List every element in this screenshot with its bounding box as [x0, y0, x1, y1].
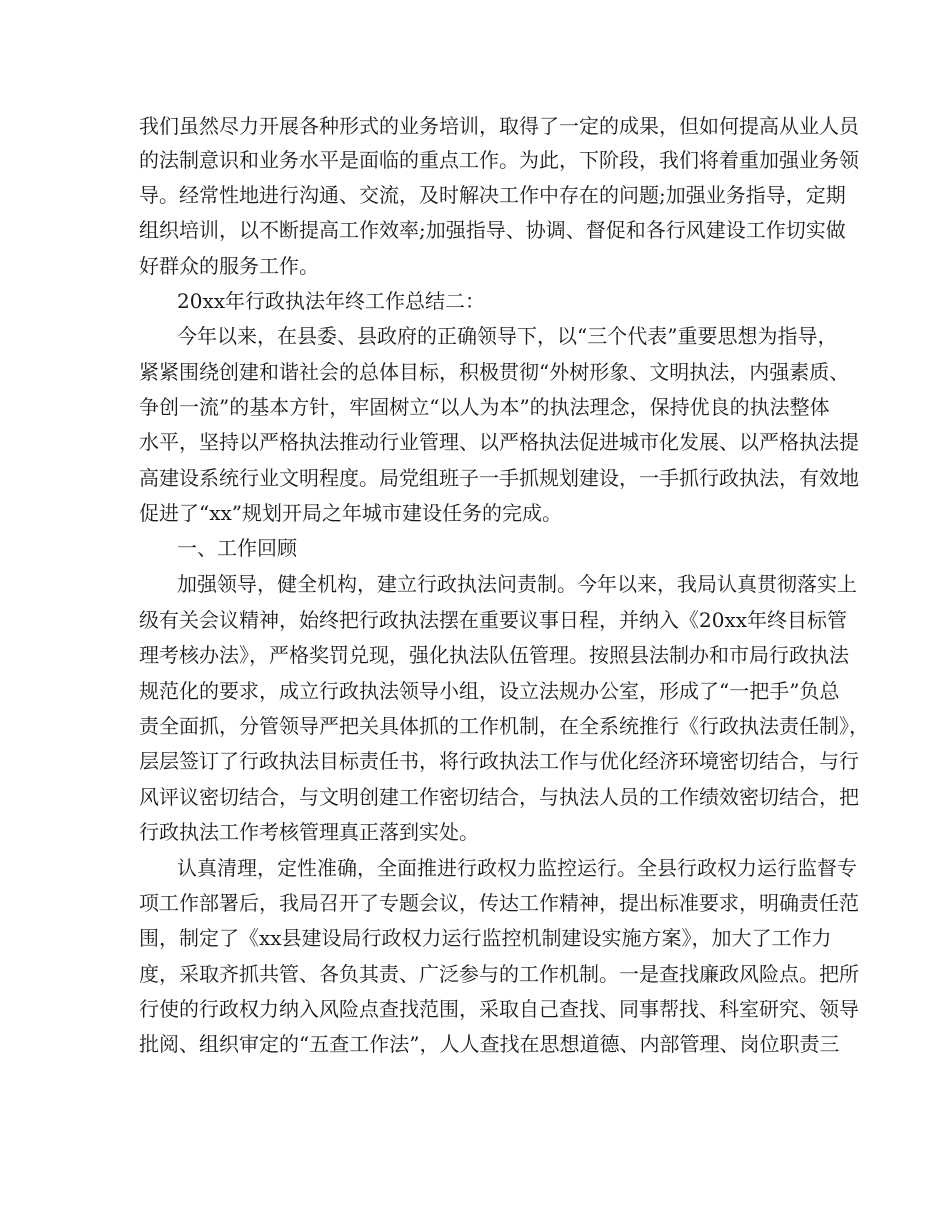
text-line: 度，采取齐抓共管、各负其责、广泛参与的工作机制。一是查找廉政风险点。把所	[139, 962, 859, 986]
text-line: 级有关会议精神，始终把行政执法摆在重要议事日程，并纳入《20xx年终目标管	[139, 608, 848, 632]
text-line: 风评议密切结合，与文明创建工作密切结合，与执法人员的工作绩效密切结合，把	[139, 785, 859, 809]
text-line: 层层签订了行政执法目标责任书，将行政执法工作与优化经济环境密切结合，与行	[139, 749, 859, 773]
text-line: 行政执法工作考核管理真正落到实处。	[139, 820, 479, 844]
text-line: 好群众的服务工作。	[139, 254, 319, 278]
text-line: 加强领导，健全机构，建立行政执法问责制。今年以来，我局认真贯彻落实上	[177, 572, 857, 596]
text-line: 今年以来，在县委、县政府的正确领导下，以“三个代表”重要思想为指导，	[177, 324, 838, 348]
text-line: 项工作部署后，我局召开了专题会议，传达工作精神，提出标准要求，明确责任范	[139, 891, 859, 915]
text-line: 围，制定了《xx县建设局行政权力运行监控机制建设实施方案》，加大了工作力	[139, 926, 832, 950]
text-line: 规范化的要求，成立行政执法领导小组，设立法规办公室，形成了“一把手”负总	[139, 679, 840, 703]
text-line: 责全面抓，分管领导严把关具体抓的工作机制，在全系统推行《行政执法责任制》，	[139, 714, 869, 738]
text-line: 导。经常性地进行沟通、交流，及时解决工作中存在的问题;加强业务指导，定期	[139, 183, 846, 207]
text-line: 促进了“xx”规划开局之年城市建设任务的完成。	[139, 501, 563, 525]
text-line: 理考核办法》，严格奖罚兑现，强化执法队伍管理。按照县法制办和市局行政执法	[139, 643, 849, 667]
text-line: 认真清理，定性准确，全面推进行政权力监控运行。全县行政权力运行监督专	[177, 856, 857, 880]
text-line: 水平，坚持以严格执法推动行业管理、以严格执法促进城市化发展、以严格执法提	[139, 430, 859, 454]
text-line: 争创一流”的基本方针，牢固树立“以人为本”的执法理念，保持优良的执法整体	[139, 395, 830, 419]
text-line: 组织培训，以不断提高工作效率;加强指导、协调、督促和各行风建设工作切实做	[139, 218, 846, 242]
section-heading: 20xx年行政执法年终工作总结二：	[177, 289, 486, 313]
section-heading: 一、工作回顾	[177, 536, 297, 560]
text-line: 紧紧围绕创建和谐社会的总体目标，积极贯彻“外树形象、文明执法，内强素质、	[139, 360, 850, 384]
text-line: 批阅、组织审定的“五查工作法”，人人查找在思想道德、内部管理、岗位职责三	[139, 1032, 840, 1056]
text-line: 的法制意识和业务水平是面临的重点工作。为此，下阶段，我们将着重加强业务领	[139, 148, 859, 172]
text-line: 高建设系统行业文明程度。局党组班子一手抓规划建设，一手抓行政执法，有效地	[139, 466, 859, 490]
text-line: 我们虽然尽力开展各种形式的业务培训，取得了一定的成果，但如何提高从业人员	[139, 114, 859, 138]
text-line: 行使的行政权力纳入风险点查找范围，采取自己查找、同事帮找、科室研究、领导	[139, 997, 859, 1021]
